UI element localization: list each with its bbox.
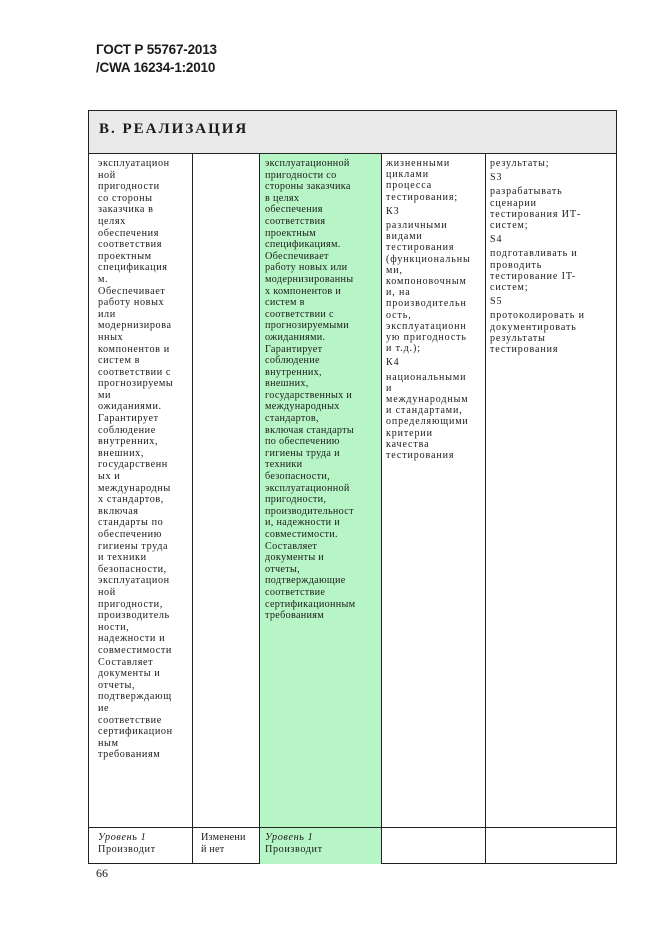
row1-col4 bbox=[386, 158, 471, 461]
row1-col3-text: эксплуатационной пригодности со стороны заказчика в целях обеспечения соответствия проектным спецификациям. Обеспечивает работу новых или модернизированны х компонентов и систем в соответствии с прогнозируемыми ожиданиями. Гарантирует соблюдение внутренних, внешних, государственных и международных стандартов, включая стандарты по обеспечению гигиены труда и техники безопасности, эксплуатационной пригодности, производительност и, надежности и совместимости. Составляет документы и отчеты, подтверждающие соответствие сертификационным требованиям bbox=[265, 158, 356, 622]
row1-col1-text: эксплуатацион ной пригодности со стороны заказчика в целях обеспечения соответствия проектным спецификация м. Обеспечивает работу новых или модернизирова нных компонентов и систем в соответствии с прогнозируемы ми ожиданиями. Гарантирует соблюдение внутренних, внешних, государственн ых и международны х стандартов, включая стандарты по обеспечению гигиены труда и техники безопасности, эксплуатацион ной пригодности, производитель ности, надежности и совместимости Составляет документы и отчеты, подтверждающ ие соответствие сертификацион ным требованиям bbox=[98, 158, 174, 761]
row2-col3-text: Производит bbox=[265, 844, 323, 855]
knowledge-code-k3: К3 bbox=[386, 205, 400, 217]
standard-code-cwa: /CWA 16234-1:2010 bbox=[96, 60, 216, 75]
row2-col2-text: Изменени й нет bbox=[201, 832, 246, 855]
skill-code-s3: S3 bbox=[490, 172, 503, 184]
row2-col1-level: Уровень 1 bbox=[98, 832, 147, 843]
knowledge-text-b: различными видами тестирования (функциональны ми, компоновочным и, на производительн ость, эксплуатационн ую пригодность и т.д.); bbox=[386, 220, 471, 355]
skills-text-d: протоколировать и документировать результаты тестирования bbox=[490, 310, 585, 356]
row1-col5 bbox=[490, 158, 585, 355]
document-header bbox=[96, 41, 217, 77]
row2-col3-level: Уровень 1 bbox=[265, 832, 314, 843]
column-divider bbox=[259, 154, 260, 864]
page-number: 66 bbox=[96, 866, 108, 880]
standard-code: ГОСТ Р 55767-2013 bbox=[96, 42, 217, 57]
column-divider bbox=[485, 154, 486, 864]
row-divider bbox=[89, 827, 616, 828]
column-divider bbox=[192, 154, 193, 864]
section-title: В. РЕАЛИЗАЦИЯ bbox=[99, 121, 249, 137]
section-header bbox=[89, 111, 616, 154]
skill-code-s4: S4 bbox=[490, 234, 503, 246]
skills-text-a: результаты; bbox=[490, 158, 550, 169]
knowledge-text-c: национальными и международным и стандартами, определяющими критерии качества тестирования bbox=[386, 371, 469, 462]
competence-table bbox=[88, 110, 617, 864]
knowledge-code-k4: К4 bbox=[386, 357, 400, 369]
skill-code-s5: S5 bbox=[490, 296, 503, 308]
row2-col1-text: Производит bbox=[98, 844, 156, 855]
column-divider bbox=[381, 154, 382, 864]
skills-text-c: подготавливать и проводить тестирование IT- систем; bbox=[490, 248, 578, 294]
knowledge-text-a: жизненными циклами процесса тестирования; bbox=[386, 158, 459, 203]
skills-text-b: разрабатывать сценарии тестирования ИТ- систем; bbox=[490, 186, 582, 232]
